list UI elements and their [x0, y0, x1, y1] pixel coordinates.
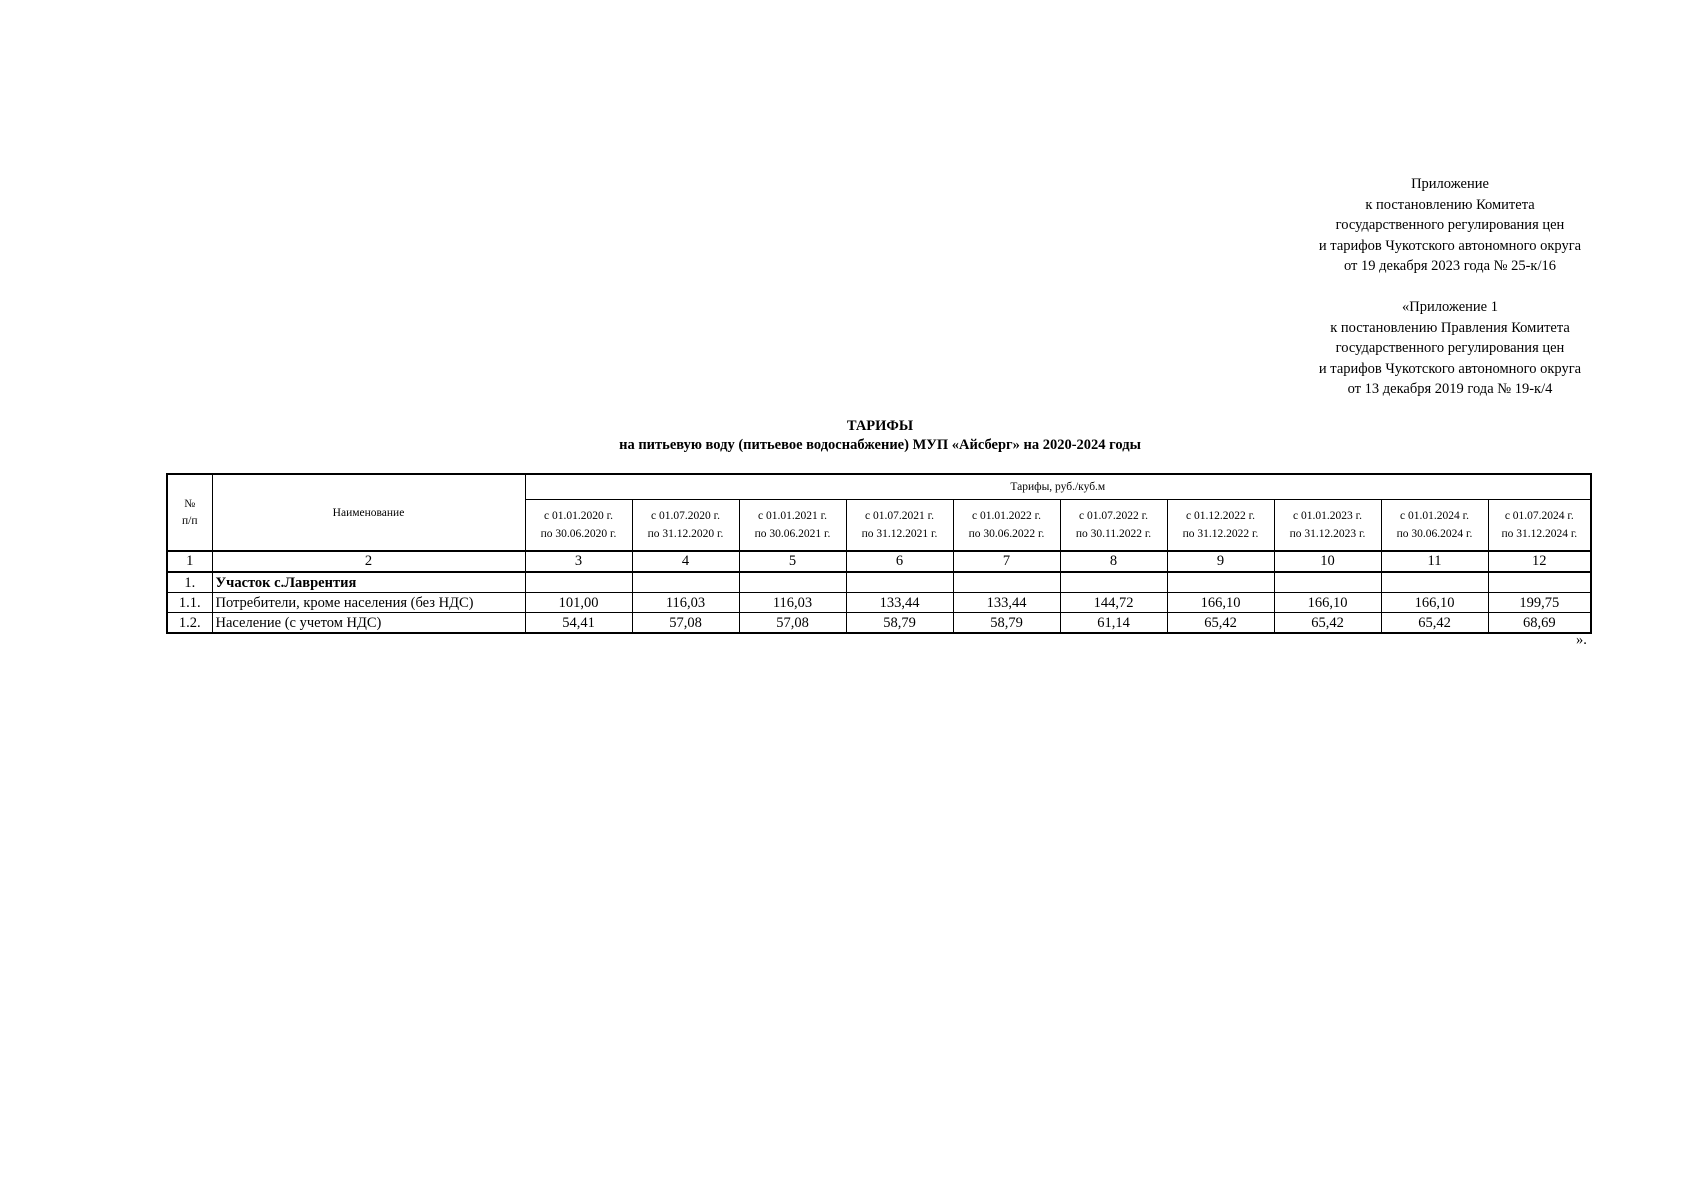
period-to: по 31.12.2022 г. [1182, 528, 1259, 540]
period-from: с 01.01.2023 г. [1293, 510, 1362, 522]
appendix-line: государственного регулирования цен [1335, 340, 1565, 357]
column-index-row [167, 551, 1591, 572]
tariff-value: 166,10 [1274, 593, 1381, 613]
document-title [450, 417, 1310, 455]
column-index-cell: 4 [632, 551, 739, 572]
period-to: по 30.06.2020 г. [540, 528, 617, 540]
header-row-number [167, 474, 212, 551]
period-to: по 31.12.2021 г. [861, 528, 938, 540]
header-num-abbrev: п/п [181, 514, 198, 527]
tariff-value: 57,08 [739, 613, 846, 634]
period-to: по 31.12.2024 г. [1501, 528, 1578, 540]
period-from: с 01.12.2022 г. [1186, 510, 1255, 522]
appendix-block-original [1260, 297, 1640, 400]
column-index-cell: 3 [525, 551, 632, 572]
title-main: ТАРИФЫ [846, 418, 914, 434]
tariff-value [1274, 572, 1381, 593]
title-subtitle: на питьевую воду (питьевое водоснабжение) МУП «Айсберг» на 2020-2024 годы [619, 437, 1141, 453]
period-to: по 30.06.2021 г. [754, 528, 831, 540]
period-from: с 01.01.2021 г. [758, 510, 827, 522]
column-index-cell: 1 [167, 551, 212, 572]
appendix-line: к постановлению Комитета [1365, 196, 1535, 213]
tariff-value [1167, 572, 1274, 593]
table-row [167, 613, 1591, 634]
tariff-value: 54,41 [525, 613, 632, 634]
row-number: 1.2. [167, 613, 212, 634]
tariff-value: 166,10 [1381, 593, 1488, 613]
header-period [1167, 500, 1274, 552]
tariff-value [1060, 572, 1167, 593]
column-index-cell: 9 [1167, 551, 1274, 572]
tariff-value: 101,00 [525, 593, 632, 613]
tariff-value: 65,42 [1381, 613, 1488, 634]
tariff-value [525, 572, 632, 593]
header-name: Наименование [212, 474, 525, 551]
appendix-line: от 13 декабря 2019 года № 19-к/4 [1347, 381, 1553, 398]
row-number: 1.1. [167, 593, 212, 613]
header-period [525, 500, 632, 552]
tariff-value [846, 572, 953, 593]
appendix-line: государственного регулирования цен [1335, 217, 1565, 234]
tariff-value [739, 572, 846, 593]
period-from: с 01.07.2021 г. [865, 510, 934, 522]
tariff-value: 57,08 [632, 613, 739, 634]
tariff-value [1488, 572, 1591, 593]
period-to: по 30.06.2024 г. [1396, 528, 1473, 540]
period-from: с 01.01.2022 г. [972, 510, 1041, 522]
table-row-section [167, 572, 1591, 593]
appendix-line: и тарифов Чукотского автономного округа [1318, 237, 1582, 254]
tariff-value: 133,44 [846, 593, 953, 613]
tariffs-table [166, 473, 1592, 634]
tariff-value: 58,79 [953, 613, 1060, 634]
tariff-value: 133,44 [953, 593, 1060, 613]
closing-quote: ». [1576, 632, 1587, 648]
header-period [632, 500, 739, 552]
tariff-value: 61,14 [1060, 613, 1167, 634]
column-index-cell: 6 [846, 551, 953, 572]
period-from: с 01.07.2022 г. [1079, 510, 1148, 522]
period-to: по 30.06.2022 г. [968, 528, 1045, 540]
period-to: по 31.12.2023 г. [1289, 528, 1366, 540]
header-period [846, 500, 953, 552]
column-index-cell: 10 [1274, 551, 1381, 572]
header-period [1274, 500, 1381, 552]
tariff-value: 166,10 [1167, 593, 1274, 613]
column-index-cell: 12 [1488, 551, 1591, 572]
tariff-value: 65,42 [1274, 613, 1381, 634]
period-to: по 30.11.2022 г. [1075, 528, 1152, 540]
header-period [1381, 500, 1488, 552]
appendix-line: от 19 декабря 2023 года № 25-к/16 [1344, 258, 1556, 275]
appendix-header [1260, 174, 1640, 400]
row-number: 1. [167, 572, 212, 593]
tariff-value: 116,03 [739, 593, 846, 613]
period-from: с 01.01.2024 г. [1400, 510, 1469, 522]
period-to: по 31.12.2020 г. [647, 528, 724, 540]
appendix-line: к постановлению Правления Комитета [1330, 319, 1570, 336]
header-period [739, 500, 846, 552]
header-period [1488, 500, 1591, 552]
tariff-value: 65,42 [1167, 613, 1274, 634]
tariff-value: 199,75 [1488, 593, 1591, 613]
column-index-cell: 8 [1060, 551, 1167, 572]
header-period [1060, 500, 1167, 552]
tariff-value: 58,79 [846, 613, 953, 634]
period-from: с 01.07.2020 г. [651, 510, 720, 522]
appendix-line: и тарифов Чукотского автономного округа [1318, 360, 1582, 377]
table-row [167, 593, 1591, 613]
header-period [953, 500, 1060, 552]
appendix-line: Приложение [1411, 176, 1489, 192]
period-from: с 01.07.2024 г. [1504, 510, 1574, 522]
tariff-value: 68,69 [1488, 613, 1591, 634]
appendix-block-current [1260, 174, 1640, 277]
row-name: Население (с учетом НДС) [212, 613, 525, 634]
period-from: с 01.01.2020 г. [544, 510, 613, 522]
tariff-value [632, 572, 739, 593]
row-name: Участок с.Лаврентия [212, 572, 525, 593]
column-index-cell: 2 [212, 551, 525, 572]
column-index-cell: 5 [739, 551, 846, 572]
header-num-symbol: № [184, 497, 196, 510]
column-index-cell: 7 [953, 551, 1060, 572]
row-name: Потребители, кроме населения (без НДС) [212, 593, 525, 613]
header-tariffs-group: Тарифы, руб./куб.м [525, 474, 1591, 500]
tariff-value [953, 572, 1060, 593]
column-index-cell: 11 [1381, 551, 1488, 572]
appendix-line: «Приложение 1 [1402, 298, 1498, 315]
tariff-value [1381, 572, 1488, 593]
tariff-value: 116,03 [632, 593, 739, 613]
tariff-value: 144,72 [1060, 593, 1167, 613]
